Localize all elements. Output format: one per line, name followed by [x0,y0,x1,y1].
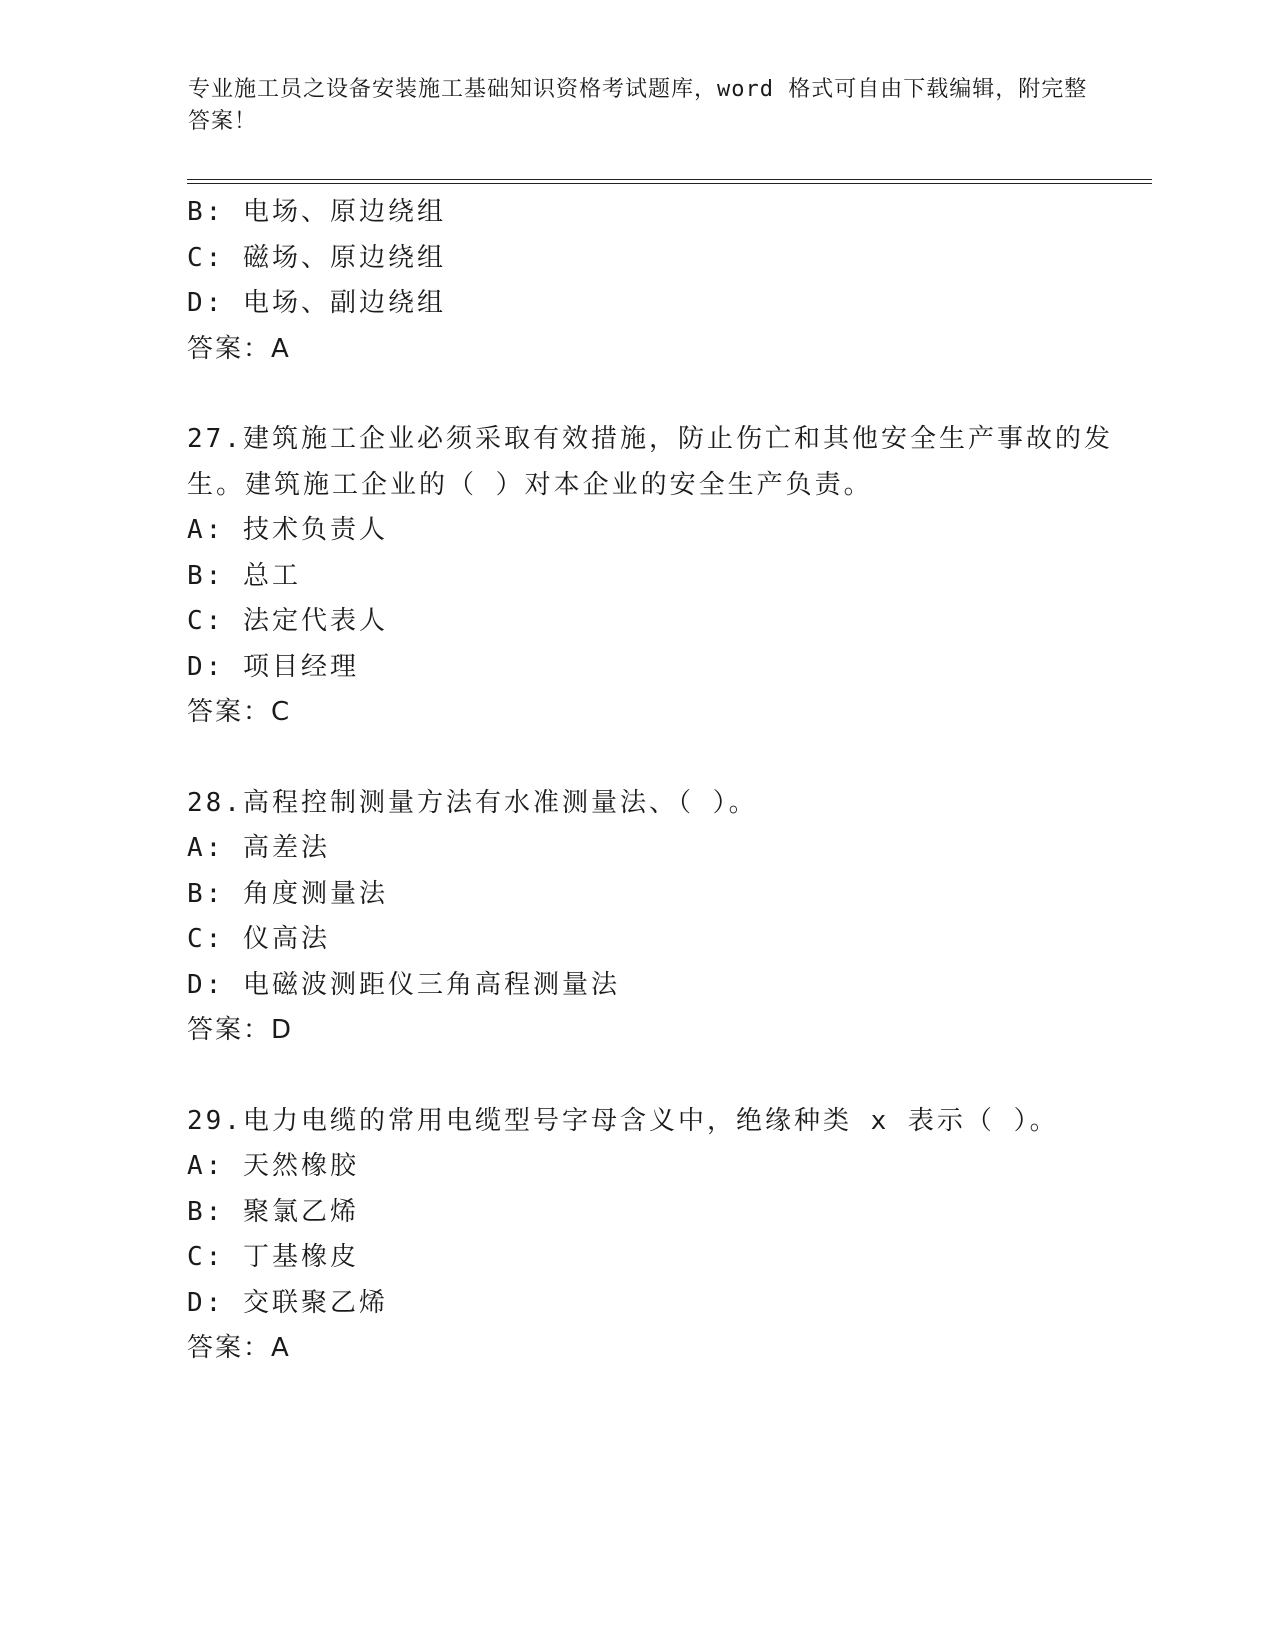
option-d: D: 项目经理 [187,651,359,682]
document-header: 专业施工员之设备安装施工基础知识资格考试题库，word 格式可自由下载编辑，附完整答案！ [188,77,1088,134]
option-c: C: 丁基橡皮 [187,1242,359,1272]
option-d: D: 电场、副边绕组 [187,288,446,318]
question-stem: 29.电力电缆的常用电缆型号字母含义中，绝缘种类 x 表示（ ）。 [187,1105,1059,1136]
option-c: C: 仪高法 [187,924,330,954]
question-28 [187,781,1147,1054]
answer: 答案：C [187,697,292,727]
option-a: A: 高差法 [187,833,330,863]
option-b: B: 电场、原边绕组 [187,197,446,227]
question-29 [187,1099,1147,1372]
option-b: B: 聚氯乙烯 [187,1196,359,1227]
answer: 答案：D [187,1015,294,1045]
question-stem: 27.建筑施工企业必须采取有效措施，防止伤亡和其他安全生产事故的发生。建筑施工企业的（ ）对本企业的安全生产负责。 [187,424,1113,500]
option-d: D: 电磁波测距仪三角高程测量法 [187,969,620,1000]
partial-question [187,190,1147,372]
question-stem: 28.高程控制测量方法有水准测量法、（ ）。 [187,787,758,818]
answer: 答案：A [187,333,291,364]
question-list [187,190,1147,1372]
header-divider [187,179,1152,184]
question-27 [187,417,1147,736]
option-b: B: 总工 [187,560,301,591]
option-a: A: 技术负责人 [187,515,388,545]
option-c: C: 磁场、原边绕组 [187,242,446,273]
option-d: D: 交联聚乙烯 [187,1287,388,1318]
option-c: C: 法定代表人 [187,606,388,636]
option-a: A: 天然橡胶 [187,1151,359,1181]
answer: 答案：A [187,1333,291,1363]
option-b: B: 角度测量法 [187,878,388,909]
